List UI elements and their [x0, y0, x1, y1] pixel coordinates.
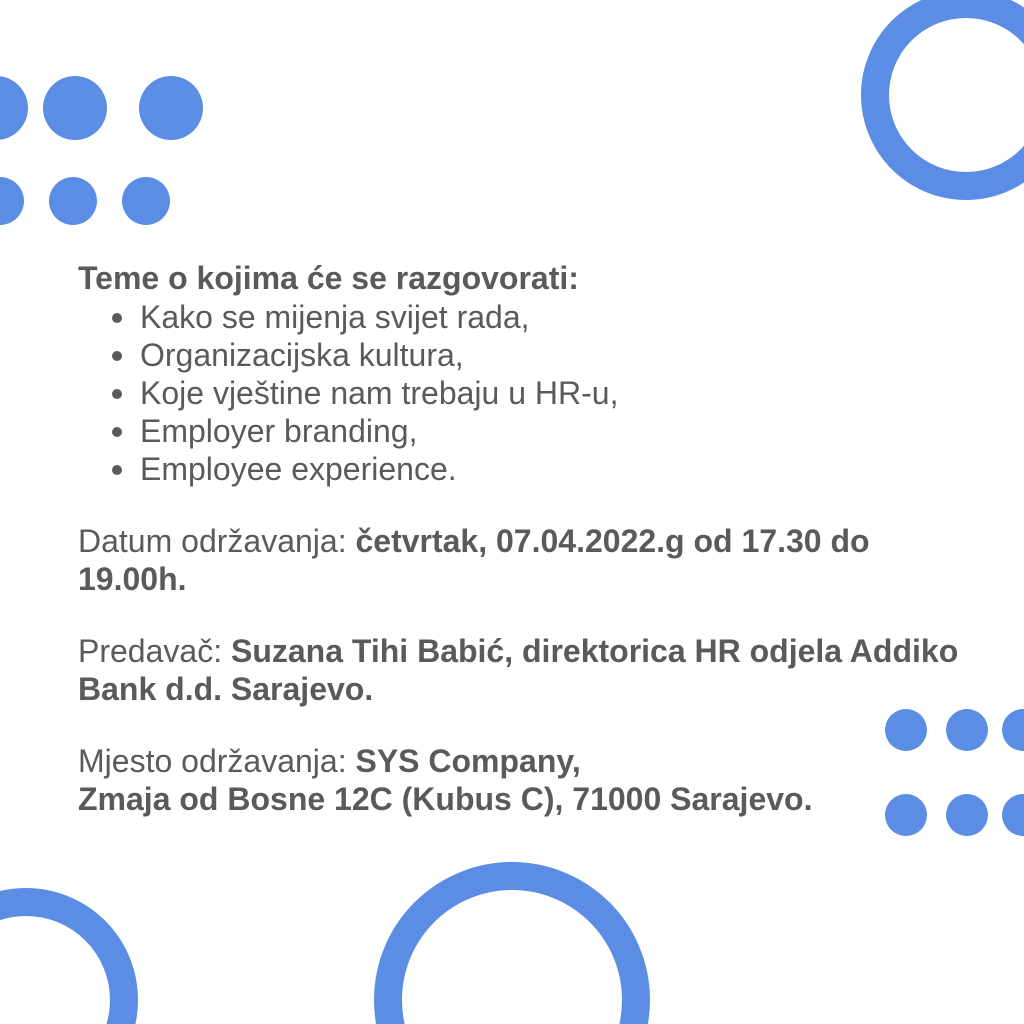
topic-item — [108, 374, 978, 412]
topic-text: Employer branding, — [140, 413, 418, 449]
topic-item — [108, 298, 978, 336]
bullet-icon — [112, 351, 122, 361]
bullet-icon — [112, 313, 122, 323]
bullet-icon — [112, 389, 122, 399]
ring-top-right — [875, 4, 1024, 186]
location-label: Mjesto održavanja: — [78, 743, 356, 779]
bullet-icon — [112, 465, 122, 475]
topics-heading: Teme o kojima će se razgovorati: — [78, 260, 579, 296]
ring-bottom-left — [0, 902, 124, 1024]
ring-bottom-center — [388, 876, 636, 1024]
speaker-label: Predavač: — [78, 633, 231, 669]
bullet-icon — [112, 427, 122, 437]
speaker-value: Suzana Tihi Babić, direktorica HR odjela Addiko Bank d.d. Sarajevo. — [78, 633, 959, 707]
event-info — [78, 258, 978, 852]
topics-list — [78, 298, 978, 488]
speaker-info — [78, 632, 978, 708]
dot-cluster-top-left — [0, 76, 203, 225]
topic-text: Organizacijska kultura, — [140, 337, 464, 373]
topic-text: Employee experience. — [140, 451, 457, 487]
location-value-line1: SYS Company, — [355, 743, 581, 779]
topic-text: Koje vještine nam trebaju u HR-u, — [140, 375, 619, 411]
topic-item — [108, 336, 978, 374]
date-info — [78, 522, 978, 598]
location-info — [78, 742, 978, 818]
date-label: Datum održavanja: — [78, 523, 356, 559]
date-value: četvrtak, 07.04.2022.g od 17.30 do 19.00h. — [78, 523, 870, 597]
location-value-line2: Zmaja od Bosne 12C (Kubus C), 71000 Sarajevo. — [78, 781, 813, 817]
topic-item — [108, 412, 978, 450]
topic-item — [108, 450, 978, 488]
topic-text: Kako se mijenja svijet rada, — [140, 299, 530, 335]
